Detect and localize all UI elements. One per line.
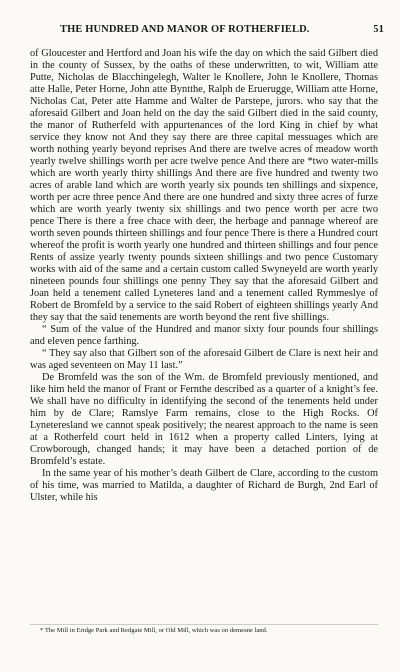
paragraph: “ They say also that Gilbert son of the aforesaid Gilbert de Clare is next heir and was aged seventeen on May 11 last.”: [30, 348, 378, 371]
page-number: 51: [373, 24, 384, 35]
body-text: [30, 48, 378, 504]
paragraph: of Gloucester and Hertford and Joan his wife the day on which the said Gilbert died in the county of Sussex, by the oaths of these underwritten, to wit, William atte Putte, Nicholas de Blacchingelegh, Walter le Knollere, John le Knollere, Thomas atte Halle, Peter Horne, John atte Byntthe, Ralph de Eruerugge, William atte Horne, Nicholas Cat, Peter atte Hamme and Walter de Parstepe, jurors. who say that the aforesaid Gilbert and Joan held on the day the said Gilbert died in the said county, the manor of Rutherfeld with appurtenances of the lord King in chief by what service they know not And they say there are three capital messuages which are worth nothing yearly beyond reprises And there are twelve acres of meadow worth yearly twelve shillings worth per acre twelve pence And there are *two water-mills which are worth yearly thirty shillings And there are five hundred and twenty two acres of arable land which are worth yearly six pounds ten shillings and sixpence, worth per acre three pence And there are one hundred and sixty three acres of furze which are worth yearly twenty six shillings and two pence worth per acre two pence There is there a free chace with deer, the herbage and pannage whereof are worth seven pounds thirteen shillings and four pence There is there a Hundred court whereof the profit is worth yearly one hundred and thirteen shillings and four pence Rents of assize yearly twenty pounds sixteen shillings and two pence Customary works with aid of the same and a certain custom called Swyneyeld are worth yearly nineteen pounds four shillings one penny They say that the aforesaid Gilbert and Joan held a tenement called Lyneteres land and a tenement called Rymmeslye of Robert de Bromfeld by a service to the said Robert of eighteen shillings yearly And they say that the said tenements are worth beyond the rent five shillings.: [30, 48, 378, 323]
running-title: THE HUNDRED AND MANOR OF ROTHERFIELD.: [60, 24, 310, 35]
paragraph: In the same year of his mother’s death Gilbert de Clare, according to the custom of his time, was married to Matilda, a daughter of Richard de Burgh, 2nd Earl of Ulster, while his: [30, 468, 378, 503]
footnote: * The Mill in Eridge Park and Redgate Mill, or Old Mill, which was on demesne land.: [40, 627, 268, 634]
paragraph: “ Sum of the value of the Hundred and manor sixty four pounds four shillings and eleven pence farthing.: [30, 324, 378, 347]
footnote-divider: [30, 624, 378, 625]
running-header: [20, 24, 384, 40]
paragraph: De Bromfeld was the son of the Wm. de Bromfeld previously mentioned, and like him held the manor of Frant or Fernthe described as a quarter of a knight’s fee. We shall have no difficulty in identifying the second of the tenements held under him by de Clare; Ramslye Farm remains, close to the High Rocks. Of Lyneteresland we cannot speak positively; the nearest approach to the name is seen at a Rotherfeld court held in 1612 when a property called Linters, lying at Crowborough, changed hands; it may have been a detached portion of de Bromfeld’s estate.: [30, 372, 378, 467]
